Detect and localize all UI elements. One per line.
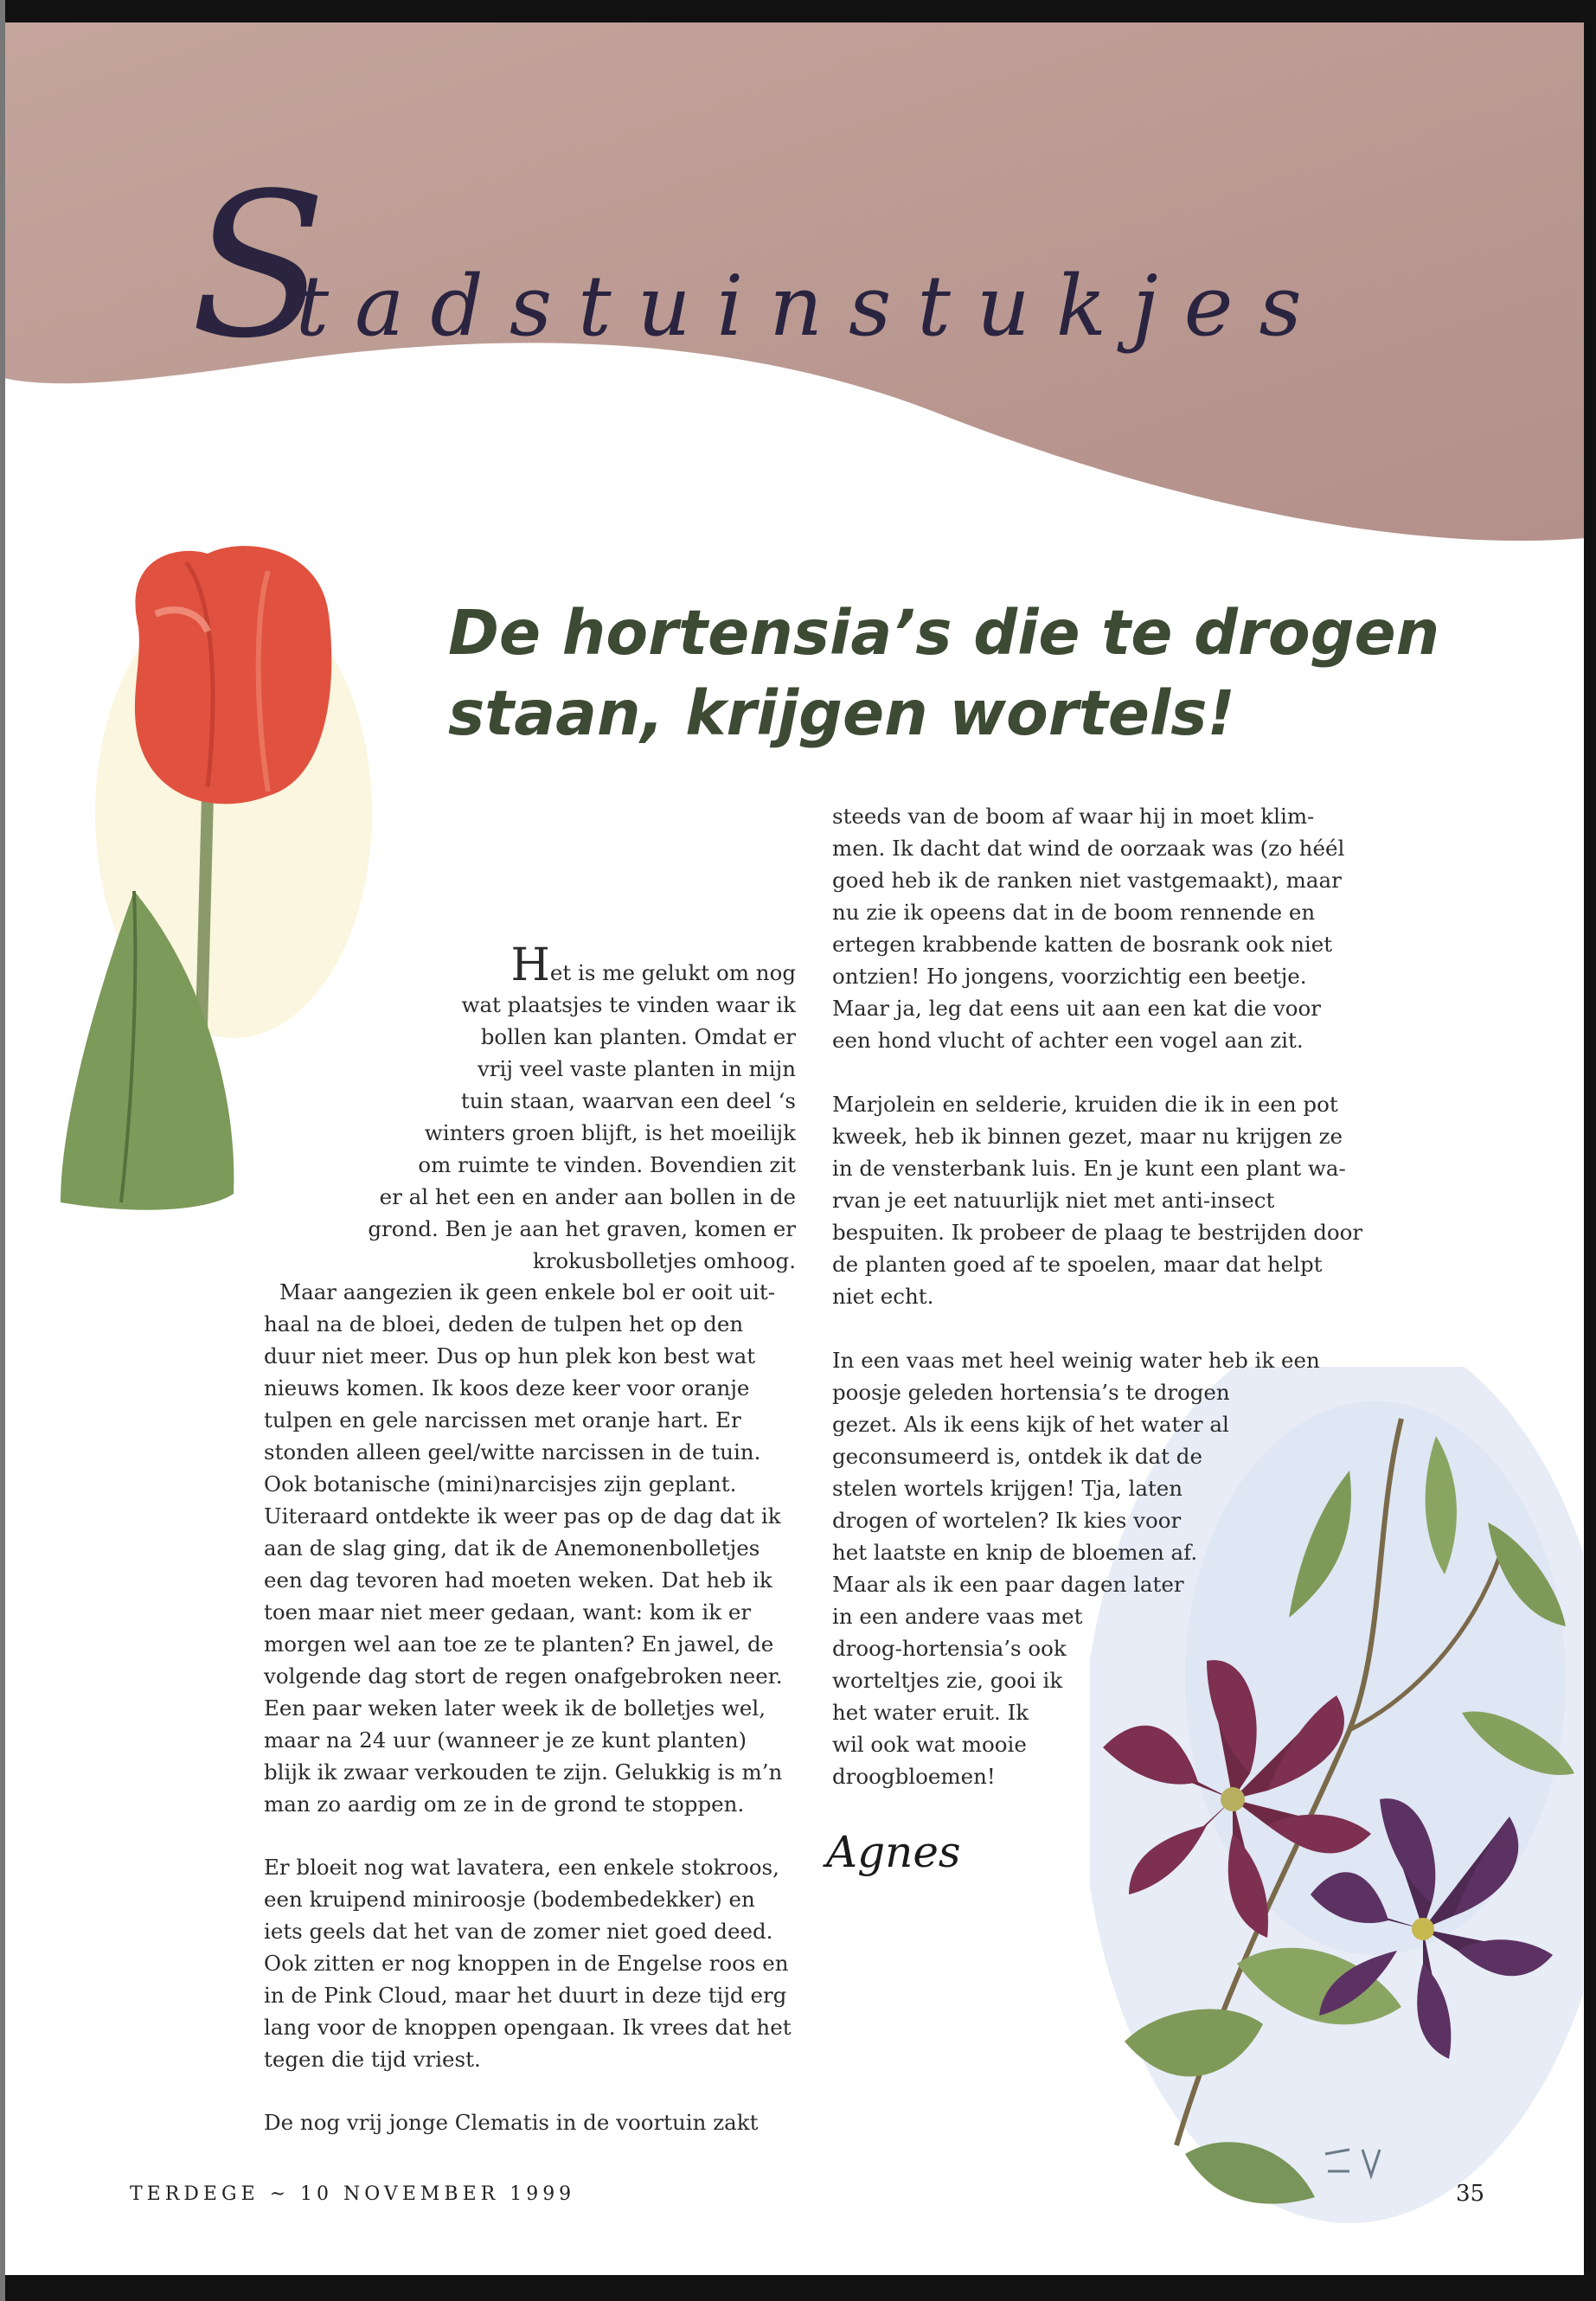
text-line: toen maar niet meer gedaan, want: kom ik er bbox=[264, 1599, 752, 1625]
text-line: iets geels dat het van de zomer niet goed deed. bbox=[264, 1919, 773, 1944]
text-line: et is me gelukt om nog bbox=[549, 960, 796, 985]
text-line: tulpen en gele narcissen met oranje hart. Er bbox=[264, 1407, 741, 1433]
text-line: een hond vlucht of achter een vogel aan zit. bbox=[832, 1028, 1304, 1053]
text-line: niet echt. bbox=[832, 1284, 934, 1309]
text-line: er al het een en ander aan bollen in de bbox=[379, 1184, 796, 1209]
headline-line-1: De hortensia’s die te drogen bbox=[448, 597, 1440, 669]
text-line: bollen kan planten. Omdat er bbox=[480, 1024, 796, 1049]
text-line: bespuiten. Ik probeer de plaag te bestrijden door bbox=[832, 1220, 1363, 1245]
text-line: stonden alleen geel/witte narcissen in de tuin. bbox=[264, 1439, 761, 1465]
text-line: in een andere vaas met bbox=[832, 1604, 1083, 1629]
text-line: ertegen krabbende katten de bosrank ook niet bbox=[832, 932, 1333, 957]
text-line: In een vaas met heel weinig water heb ik een bbox=[832, 1348, 1320, 1373]
article-headline bbox=[448, 593, 1443, 753]
text-line: in de Pink Cloud, maar het duurt in deze tijd erg bbox=[264, 1983, 787, 2008]
column-2-paragraph-2 bbox=[832, 1088, 1386, 1312]
text-line: volgende dag stort de regen onafgebroken neer. bbox=[264, 1663, 783, 1689]
text-line: om ruimte te vinden. Bovendien zit bbox=[418, 1152, 796, 1177]
text-line: wil ook wat mooie bbox=[832, 1732, 1027, 1757]
page-number: 35 bbox=[1456, 2181, 1485, 2207]
text-line: vrij veel vaste planten in mijn bbox=[477, 1056, 796, 1081]
column-1-paragraph-2 bbox=[264, 1851, 800, 2075]
text-line: kweek, heb ik binnen gezet, maar nu krijgen ze bbox=[832, 1124, 1343, 1149]
text-line: grond. Ben je aan het graven, komen er bbox=[368, 1216, 796, 1241]
scan-border-bottom bbox=[0, 2275, 1596, 2301]
text-line: een dag tevoren had moeten weken. Dat heb ik bbox=[264, 1567, 772, 1593]
text-line: de planten goed af te spoelen, maar dat helpt bbox=[832, 1252, 1323, 1277]
text-line: Ook zitten er nog knoppen in de Engelse roos en bbox=[264, 1951, 789, 1976]
text-line: rvan je eet natuurlijk niet met anti-insect bbox=[832, 1188, 1275, 1213]
text-line: goed heb ik de ranken niet vastgemaakt), maar bbox=[832, 868, 1342, 893]
text-line: Een paar weken later week ik de bolletjes wel, bbox=[264, 1695, 766, 1721]
text-line: droogbloemen! bbox=[832, 1764, 996, 1789]
text-line: het water eruit. Ik bbox=[832, 1700, 1029, 1725]
text-line: wat plaatsjes te vinden waar ik bbox=[461, 992, 796, 1017]
text-line: geconsumeerd is, ontdek ik dat de bbox=[832, 1444, 1202, 1469]
text-line: duur niet meer. Dus op hun plek kon best wat bbox=[264, 1343, 756, 1368]
text-line: Maar ja, leg dat eens uit aan een kat die voor bbox=[832, 996, 1321, 1021]
text-line: een kruipend miniroosje (bodembedekker) en bbox=[264, 1887, 755, 1912]
text-line: droog-hortensia’s ook bbox=[832, 1636, 1067, 1661]
logo-text: tadstuinstukjes bbox=[295, 258, 1328, 355]
article-column-1 bbox=[260, 939, 796, 1277]
text-line: lang voor de knoppen opengaan. Ik vrees dat het bbox=[264, 2015, 792, 2040]
text-line: Ook botanische (mini)narcisjes zijn geplant. bbox=[264, 1471, 737, 1497]
scan-border-left bbox=[0, 0, 5, 2301]
headline-line-2: staan, krijgen wortels! bbox=[448, 677, 1235, 749]
text-line: ontzien! Ho jongens, voorzichtig een beetje. bbox=[832, 964, 1307, 989]
text-line: nieuws komen. Ik koos deze keer voor oranje bbox=[264, 1375, 750, 1400]
text-line: maar na 24 uur (wanneer je ze kunt planten) bbox=[264, 1727, 747, 1753]
text-line: Maar als ik een paar dagen later bbox=[832, 1572, 1184, 1597]
text-line: steeds van de boom af waar hij in moet klim- bbox=[832, 804, 1315, 829]
text-line: man zo aardig om ze in de grond te stoppen. bbox=[264, 1791, 745, 1817]
text-line: nu zie ik opeens dat in de boom rennende en bbox=[832, 900, 1316, 925]
text-line: Uiteraard ontdekte ik weer pas op de dag dat ik bbox=[264, 1503, 781, 1529]
drop-cap: H bbox=[510, 939, 550, 991]
text-line: aan de slag ging, dat ik de Anemonenbolletjes bbox=[264, 1535, 760, 1561]
column-1-paragraph-1b bbox=[264, 1276, 800, 1820]
article-column-2 bbox=[832, 800, 1386, 1792]
text-line: De nog vrij jonge Clematis in de voortuin zakt bbox=[264, 2110, 759, 2135]
text-line: het laatste en knip de bloemen af. bbox=[832, 1540, 1198, 1565]
text-line: men. Ik dacht dat wind de oorzaak was (zo héél bbox=[832, 836, 1345, 861]
article-column-1-continued bbox=[264, 1276, 800, 2138]
text-line: tuin staan, waarvan een deel ‘s bbox=[460, 1088, 796, 1113]
text-line: stelen wortels krijgen! Tja, laten bbox=[832, 1476, 1183, 1501]
column-1-paragraph-3 bbox=[264, 2106, 800, 2138]
scan-border-top bbox=[0, 0, 1596, 22]
text-line: tegen die tijd vriest. bbox=[264, 2047, 481, 2072]
text-line: Er bloeit nog wat lavatera, een enkele stokroos, bbox=[264, 1855, 779, 1880]
text-line: krokusbolletjes omhoog. bbox=[532, 1248, 796, 1273]
author-signature: Agnes bbox=[826, 1827, 961, 1877]
section-logo bbox=[190, 151, 1328, 382]
text-line: gezet. Als ik eens kijk of het water al bbox=[832, 1412, 1229, 1437]
text-line: haal na de bloei, deden de tulpen het op den bbox=[264, 1311, 744, 1336]
column-2-paragraph-1 bbox=[832, 800, 1386, 1056]
text-line: winters groen blijft, is het moeilijk bbox=[424, 1120, 796, 1145]
text-line: worteltjes zie, gooi ik bbox=[832, 1668, 1063, 1693]
text-line: in de vensterbank luis. En je kunt een plant wa- bbox=[832, 1156, 1346, 1181]
text-line: drogen of wortelen? Ik kies voor bbox=[832, 1508, 1182, 1533]
text-line: Maar aangezien ik geen enkele bol er ooit uit- bbox=[279, 1279, 776, 1304]
logo-initial: S bbox=[190, 151, 322, 382]
footer-magazine-date: TERDEGE ~ 10 NOVEMBER 1999 bbox=[130, 2183, 576, 2205]
text-line: morgen wel aan toe ze te planten? En jawel, de bbox=[264, 1631, 774, 1657]
column-2-paragraph-3 bbox=[832, 1344, 1386, 1792]
text-line: Marjolein en selderie, kruiden die ik in een pot bbox=[832, 1092, 1338, 1117]
text-line: poosje geleden hortensia’s te drogen bbox=[832, 1380, 1230, 1405]
scan-border-right bbox=[1584, 0, 1596, 2301]
column-1-paragraph-1 bbox=[260, 939, 796, 1277]
text-line: blijk ik zwaar verkouden te zijn. Gelukkig is m’n bbox=[264, 1759, 783, 1785]
